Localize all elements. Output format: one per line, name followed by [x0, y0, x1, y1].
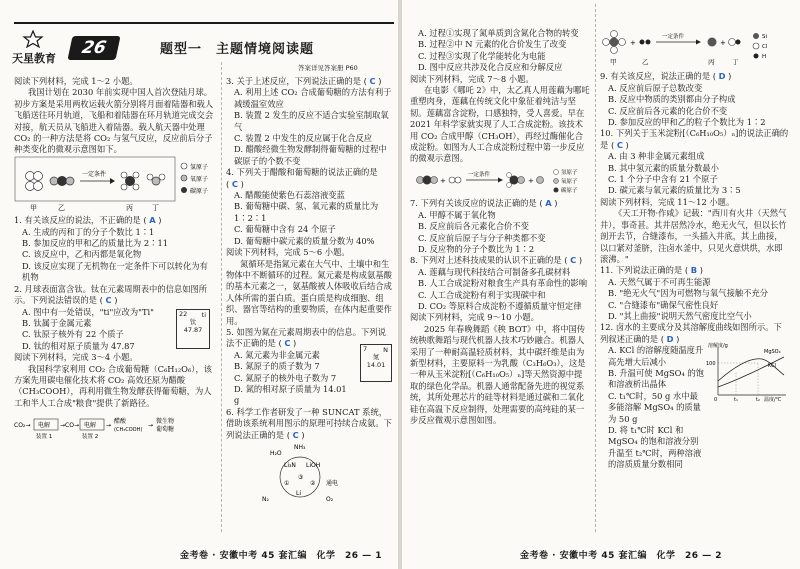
- question-3: [226, 76, 394, 87]
- molecule-yi: [50, 176, 74, 186]
- passage-glucose: 我国科学家利用 CO₂ 合成葡萄糖（C₆H₁₂O₆），该方案先用碳电催化技术将 CO₂ 高效还原为醋酸（CH₃COOH），再利用微生物发酵获得葡萄糖，为人工和半人工合成"粮食"提供了新路径。: [14, 363, 213, 408]
- q2-option-c: C. 钛原子核外有 22 个质子: [22, 329, 124, 340]
- answer-note: 答案详见答案册 P60: [298, 64, 358, 72]
- q6-option-a: A. 过程①实现了氮单质到含氮化合物的转变: [418, 28, 579, 38]
- q6-stem: 6. 科学工作者研发了一种 SUNCAT 系统，借助该系统利用图示的原理可持续合成氨。下列说法正确的是: [226, 406, 392, 440]
- q10-option-d: D. 碳元素与氧元素的质量比为 3∶5: [608, 185, 741, 196]
- molecule-ch3oh: [507, 172, 525, 187]
- intro-7-8: 阅读下列材料，完成 7～8 小题。: [410, 73, 534, 84]
- condition-label: 一定条件: [82, 170, 107, 178]
- q8-option-d: D. CO₂ 等原料合成淀粉不遵循质量守恒定律: [418, 300, 582, 311]
- molecule-h2o: [537, 176, 544, 183]
- column-divider: [221, 62, 222, 532]
- question-8: [410, 255, 590, 266]
- footer-right: 金考卷 · 安徽中考 45 套汇编 化学 26 — 2: [520, 551, 723, 561]
- svg-text:+: +: [440, 176, 446, 185]
- column-2: [226, 76, 394, 514]
- svg-text:CO₂→: CO₂→: [14, 422, 31, 430]
- molecule-h2: [449, 177, 461, 183]
- reaction-diagram-co2: [14, 156, 216, 212]
- solubility-tick-100: 100: [706, 361, 716, 368]
- question-11: [600, 265, 790, 276]
- q5-option-a: A. 氮元素为非金属元素: [234, 349, 320, 360]
- q8-option-c: C. 人工合成淀粉有利于实现碳中和: [418, 289, 546, 300]
- q11-option-d: D. "其上曲接"说明天然气密度比空气小: [608, 310, 752, 321]
- q8-stem: 8. 下列对上述科技成果的认识不正确的是: [410, 255, 562, 266]
- q1-option-d: D. 该反应实现了无机物在一定条件下可以转化为有机物: [22, 260, 208, 283]
- q4-option-b: B. 葡萄糖中碳、氢、氧元素的质量比为 1∶2∶1: [234, 201, 379, 223]
- q9-option-c: C. 反应前后各元素的化合价不变: [608, 105, 728, 116]
- n-mass: 14.01: [366, 360, 386, 369]
- question-4: [226, 167, 394, 190]
- q2-stem: 2. 月球表面富含钛。钛在元素周期表中的信息如图所示。下列说法错误的是: [14, 283, 208, 306]
- svg-text:+: +: [630, 39, 636, 47]
- legend-cl: Cl: [762, 44, 768, 50]
- ti-name: 钛: [189, 317, 197, 326]
- q5-option-b: B. 氮原子的质子数为 7: [234, 361, 320, 372]
- q7-answer: ( A ): [539, 198, 557, 209]
- q3-option-b: B. 装置 2 发生的反应不适合实验室制取氧气: [234, 110, 389, 132]
- q9-option-a: A. 反应前后原子总数改变: [608, 82, 703, 93]
- ti-symbol: ti: [201, 310, 206, 319]
- q10-option-b: B. 其中氢元素的质量分数最小: [608, 162, 719, 173]
- q3-option-c: C. 装置 2 中发生的反应属于化合反应: [234, 133, 373, 144]
- q5-stem: 5. 如图为氮在元素周期表中的信息。下列说法不正确的是: [226, 326, 386, 349]
- intro-9-10: 阅读下列材料，完成 9～10 小题。: [410, 312, 539, 323]
- q11-stem: 11. 下列说法正确的是: [600, 265, 683, 276]
- svg-text:①: ①: [284, 480, 290, 487]
- q2-options: [14, 307, 216, 353]
- q4-stem: 4. 下列关于醋酸和葡萄糖的说法正确的是: [226, 167, 378, 178]
- q2-option-b: B. 钛属于金属元素: [22, 317, 92, 328]
- q1-option-c: C. 该反应中，乙和丙都是氧化物: [22, 249, 142, 260]
- suncat-cycle-diagram: [226, 441, 394, 511]
- q12-option-c: C. t₁℃时，50 g 水中最多能溶解 MgSO₄ 的质量为 50 g: [608, 390, 701, 424]
- svg-text:→CO→: →CO→: [60, 422, 79, 430]
- molecule-h2-si: [640, 40, 651, 45]
- q3-answer: ( C ): [364, 76, 382, 87]
- condition-label-2: 一定条件: [468, 171, 491, 178]
- ti-element-card: [176, 309, 210, 349]
- flow-device-2: 装置 2: [82, 434, 99, 440]
- legend-c: 碳原子: [190, 187, 209, 195]
- column-4: [600, 28, 790, 471]
- passage-starch: 在电影《哪吒 2》中，太乙真人用莲藕为哪吒重塑肉身，莲藕在传统文化中象征着纯洁与坚韧。莲藕富含淀粉，口感独特，受人喜爱。早在 2021 年科学家就实现了人工合成淀粉。该技术用 CO₂ 合成甲醇（CH₃OH），再经过酶催化合成淀粉。如图为人工合成淀粉过程中第一步反应的微观示意图。: [410, 85, 590, 164]
- column-1: [14, 76, 216, 443]
- molecule-bing: [121, 172, 139, 190]
- q7-option-c: C. 反应前后原子与分子种类都不变: [418, 232, 546, 243]
- n-number: 7: [363, 344, 368, 353]
- q2-answer: ( C ): [100, 295, 118, 306]
- n-name: 氮: [372, 352, 380, 361]
- q9-stem: 9. 有关该反应，说法正确的是: [600, 71, 711, 82]
- q1-answer: ( A ): [143, 215, 161, 226]
- intro-11-12: 阅读下列材料，完成 11～12 小题。: [600, 196, 735, 207]
- q8-answer: ( C ): [564, 255, 582, 266]
- kcl-curve: [718, 357, 784, 387]
- question-10: [600, 128, 790, 151]
- q4-option-a: A. 醋酸能使紫色石蕊溶液变蓝: [234, 190, 345, 201]
- legend-h: 氢原子: [190, 163, 209, 171]
- q1-stem: 1. 有关该反应的说法，不正确的是: [14, 215, 141, 226]
- q6-option-c: C. 过程③实现了化学能转化为电能: [418, 50, 546, 61]
- t1-tick: t₁: [734, 397, 738, 404]
- label-jia-2: 甲: [610, 58, 617, 66]
- flow-step-c: 醋酸: [114, 418, 127, 426]
- n-symbol: N: [383, 345, 388, 354]
- q11-option-b: B. "绝无火气"因为可燃物与氧气接触不充分: [608, 288, 769, 299]
- svg-text:→: →: [148, 422, 154, 430]
- question-1: [14, 215, 216, 226]
- silicon-reaction-diagram: [600, 28, 790, 68]
- q11-option-a: A. 天然气属于不可再生能源: [608, 276, 711, 287]
- label-ding-2: 丁: [732, 58, 739, 66]
- legend-o: 氧原子: [190, 175, 209, 183]
- legend-c-2: 碳原子: [561, 187, 578, 194]
- q9-answer: ( D ): [713, 71, 732, 82]
- flow-device-1: 装置 1: [36, 434, 53, 440]
- label-bing-2: 丙: [708, 58, 715, 66]
- q12-option-b: B. 升温可使 MgSO₄ 的饱和溶液析出晶体: [608, 367, 705, 390]
- label-ding: 丁: [152, 203, 159, 212]
- q12-option-d: D. 将 t₁℃时 KCl 和 MgSO₄ 的饱和溶液分别升温至 t₂℃时，两种溶液的溶质质量分数相同: [608, 425, 702, 470]
- methanol-reaction-diagram: [410, 165, 590, 195]
- unit-badge: 26: [67, 36, 120, 60]
- label-jia: 甲: [30, 203, 37, 212]
- n-element-card: [360, 344, 392, 382]
- molecule-si: [708, 38, 717, 47]
- page-title: 题型一 主题情境阅读题: [160, 42, 315, 57]
- cyc-li: Li: [296, 490, 302, 497]
- solubility-x-label: 温度/℃: [764, 397, 782, 404]
- passage-robot: 2025 年春晚舞蹈《秧 BOT》中，将中国传统秧歌舞蹈与现代机器人技术巧妙融合。机器人采用了一种耐高温轻质材料，其中碳纤维是由为新型材料，主要原料一为乳酸（C₃H₆O₃），这是一种从玉米淀粉[（C₆H₁₀O₅）ₙ]等天然资源中提取的绿色化学品。机器人通常配备先进的视觉系统，其所处理芯片的硅等材料是通过碳和二氧化硅在高温下反应制得，处理需要的高纯硅的某一步反应微观示意图如图。: [410, 323, 586, 425]
- legend-h-2: 氢原子: [561, 169, 578, 176]
- footer-left: 金考卷 · 安徽中考 45 套汇编 化学 26 — 1: [180, 551, 383, 561]
- cyc-n2: N₂: [262, 496, 269, 503]
- q2-option-d: D. 钛的相对原子质量为 47.87: [22, 340, 135, 351]
- q11-answer: ( B ): [685, 265, 703, 276]
- legend-h-3: H: [762, 54, 767, 60]
- q9-option-d: D. 参加反应的甲和乙的粒子个数比为 1∶2: [608, 117, 766, 128]
- solubility-curve-chart: [706, 341, 790, 403]
- q1-option-a: A. 生成的丙和丁的分子个数比 1∶1: [22, 226, 155, 237]
- solubility-y-label: 溶解度/g: [708, 343, 728, 350]
- molecule-ding: [147, 174, 165, 185]
- q12-answer: ( D ): [661, 334, 680, 345]
- q3-option-a: A. 利用上述 CO₂ 合成葡萄糖的方法有利于减缓温室效应: [234, 87, 392, 109]
- q10-option-a: A. 由 3 种非金属元素组成: [608, 151, 705, 162]
- passage-moon: 我国计划在 2030 年前实现中国人首次登陆月球。初步方案是采用两枚运载火箭分别将月面着陆器和载人飞船送往环月轨道，飞船和着陆器在环月轨道完成交会对接，航天员从飞船进入着陆器。载人航天器中处理 CO₂ 的一种方法是将 CO₂ 与氢气反应，反应前后分子种类变化的微观示意图如下。: [14, 87, 214, 155]
- q8-option-a: A. 莲藕与现代科技结合可制备多孔碳材料: [418, 266, 571, 277]
- header-bar: [14, 22, 394, 24]
- intro-3-4: 阅读下列材料，完成 3～4 小题。: [14, 352, 138, 363]
- q7-option-d: D. 反应物的分子个数比为 1∶2: [418, 243, 535, 254]
- origin-label: 0: [714, 397, 718, 404]
- mgso4-label: MgSO₄: [764, 349, 781, 356]
- cyc-li3n: Li₃N: [284, 462, 296, 469]
- flow-step-a: 电解: [38, 422, 51, 430]
- intro-1-2: 阅读下列材料，完成 1～2 小题。: [14, 76, 138, 86]
- cyc-electrolysis: 通电: [326, 480, 339, 487]
- svg-text:葡萄糖: 葡萄糖: [156, 426, 175, 434]
- svg-text:+: +: [528, 176, 534, 185]
- svg-text:+: +: [720, 39, 726, 47]
- ti-mass: 47.87: [183, 325, 203, 334]
- q4-option-c: C. 葡萄糖中含有 24 个原子: [234, 224, 336, 235]
- q11-option-c: C. "合缝漆布"确保气密性良好: [608, 299, 719, 310]
- intro-5-6: 阅读下列材料，完成 5～6 小题。: [226, 247, 350, 258]
- q8-option-b: B. 人工合成淀粉对粮食生产具有革命性的影响: [418, 278, 588, 289]
- question-7: [410, 198, 590, 209]
- q7-option-b: B. 反应前后各元素化合价不变: [418, 221, 529, 232]
- q12-stem: 12. 卤水的主要成分及其溶解度曲线如图所示。下列叙述正确的是: [600, 322, 782, 344]
- q4-option-d: D. 葡萄糖中碳元素的质量分数为 40%: [234, 235, 375, 246]
- svg-text:③: ③: [298, 474, 304, 481]
- molecule-jia: [26, 171, 43, 190]
- label-yi-2: 乙: [642, 58, 649, 66]
- passage-tiangong: 《天工开物·作咸》记载："西川有火井（天然气井），事奇甚。其井居然冷水，绝无火气，但以长竹剖开去节，合缝漆布，一头插入井底，其上曲接，以口紧对釜脐，注卤水釜中，只见火意烘烘，水即滚沸。": [600, 208, 787, 264]
- q3-stem: 3. 关于上述反应，下列说法正确的是: [226, 76, 362, 86]
- cyc-h2o: H₂O: [270, 450, 282, 457]
- molecule-sicl4: [603, 31, 626, 54]
- passage-nitrogen: 氮循环是指氮元素在大气中、土壤中和生物体中不断循环的过程。氮元素是构成氨基酸的基本元素之一，氨基酸被人体吸收后结合成人体所需的蛋白质。蛋白质是构成细胞、组织、器官等结构的重要物质，在体内起重要作用。: [226, 258, 392, 326]
- molecule-co2: [417, 175, 438, 184]
- label-bing: 丙: [126, 203, 133, 212]
- q5-option-d: D. 氮的相对原子质量为 14.01 g: [234, 383, 347, 406]
- column-divider: [595, 4, 596, 532]
- q12-options: [600, 345, 790, 470]
- kcl-label: KCl: [768, 363, 776, 370]
- svg-text:→: →: [106, 422, 112, 430]
- q5-options: [226, 344, 394, 407]
- question-9: [600, 71, 790, 82]
- molecule-hcl: [729, 39, 741, 46]
- flow-step-d: 微生物: [156, 418, 175, 426]
- flow-step-b: 电解: [84, 422, 97, 430]
- q6-answer: ( C ): [287, 430, 305, 441]
- column-3: [410, 28, 590, 426]
- q4-answer: ( C ): [226, 179, 244, 190]
- q5-option-c: C. 氮原子的核外电子数为 7: [234, 372, 337, 383]
- t2-tick: t₂: [756, 397, 760, 404]
- q6-option-d: D. 图中反应共涉及化合反应和分解反应: [418, 62, 563, 73]
- condition-label-3: 一定条件: [662, 34, 685, 40]
- q7-option-a: A. 甲醇不属于氧化物: [418, 209, 496, 220]
- q10-option-c: C. 1 个分子中含有 21 个原子: [608, 174, 718, 185]
- page-fold: [398, 0, 402, 569]
- label-yi: 乙: [58, 203, 65, 212]
- q10-answer: ( C ): [611, 140, 629, 151]
- ti-number: 22: [179, 309, 188, 318]
- co2-flow-diagram: [14, 409, 216, 439]
- svg-text:(CH₃COOH): (CH₃COOH): [114, 427, 143, 434]
- q6-option-b: B. 过程②中 N 元素的化合价发生了改变: [418, 39, 567, 50]
- q7-stem: 7. 下列有关该反应的说法正确的是: [410, 198, 537, 209]
- legend-si: Si: [762, 34, 768, 40]
- question-6: [226, 407, 394, 441]
- q5-answer: ( C ): [278, 338, 296, 349]
- q3-option-d: D. 醋酸经微生物发酵制得葡萄糖的过程中碳原子的个数不变: [234, 144, 387, 166]
- brand-name: 天星教育: [12, 52, 56, 65]
- cyc-o2: O₂: [326, 496, 334, 503]
- q10-stem: 10. 下列关于玉米淀粉[（C₆H₁₀O₅）ₙ]的说法正确的是: [600, 128, 789, 150]
- cyc-lioh: LiOH: [306, 462, 321, 469]
- svg-text:②: ②: [310, 480, 316, 487]
- cyc-nh3: NH₃: [294, 444, 306, 451]
- q2-option-a: A. 图中有一处错误，"ti"应改为"Ti": [22, 306, 154, 317]
- star-logo-icon: [22, 30, 44, 48]
- legend-o-2: 氧原子: [561, 178, 578, 185]
- q1-option-b: B. 参加反应的甲和乙的质量比为 2∶11: [22, 238, 169, 249]
- q9-option-b: B. 反应中物质的类别都由分子构成: [608, 94, 736, 105]
- question-2: [14, 284, 216, 307]
- q12-option-a: A. KCl 的溶解度随温度升高先增大后减小: [608, 345, 704, 367]
